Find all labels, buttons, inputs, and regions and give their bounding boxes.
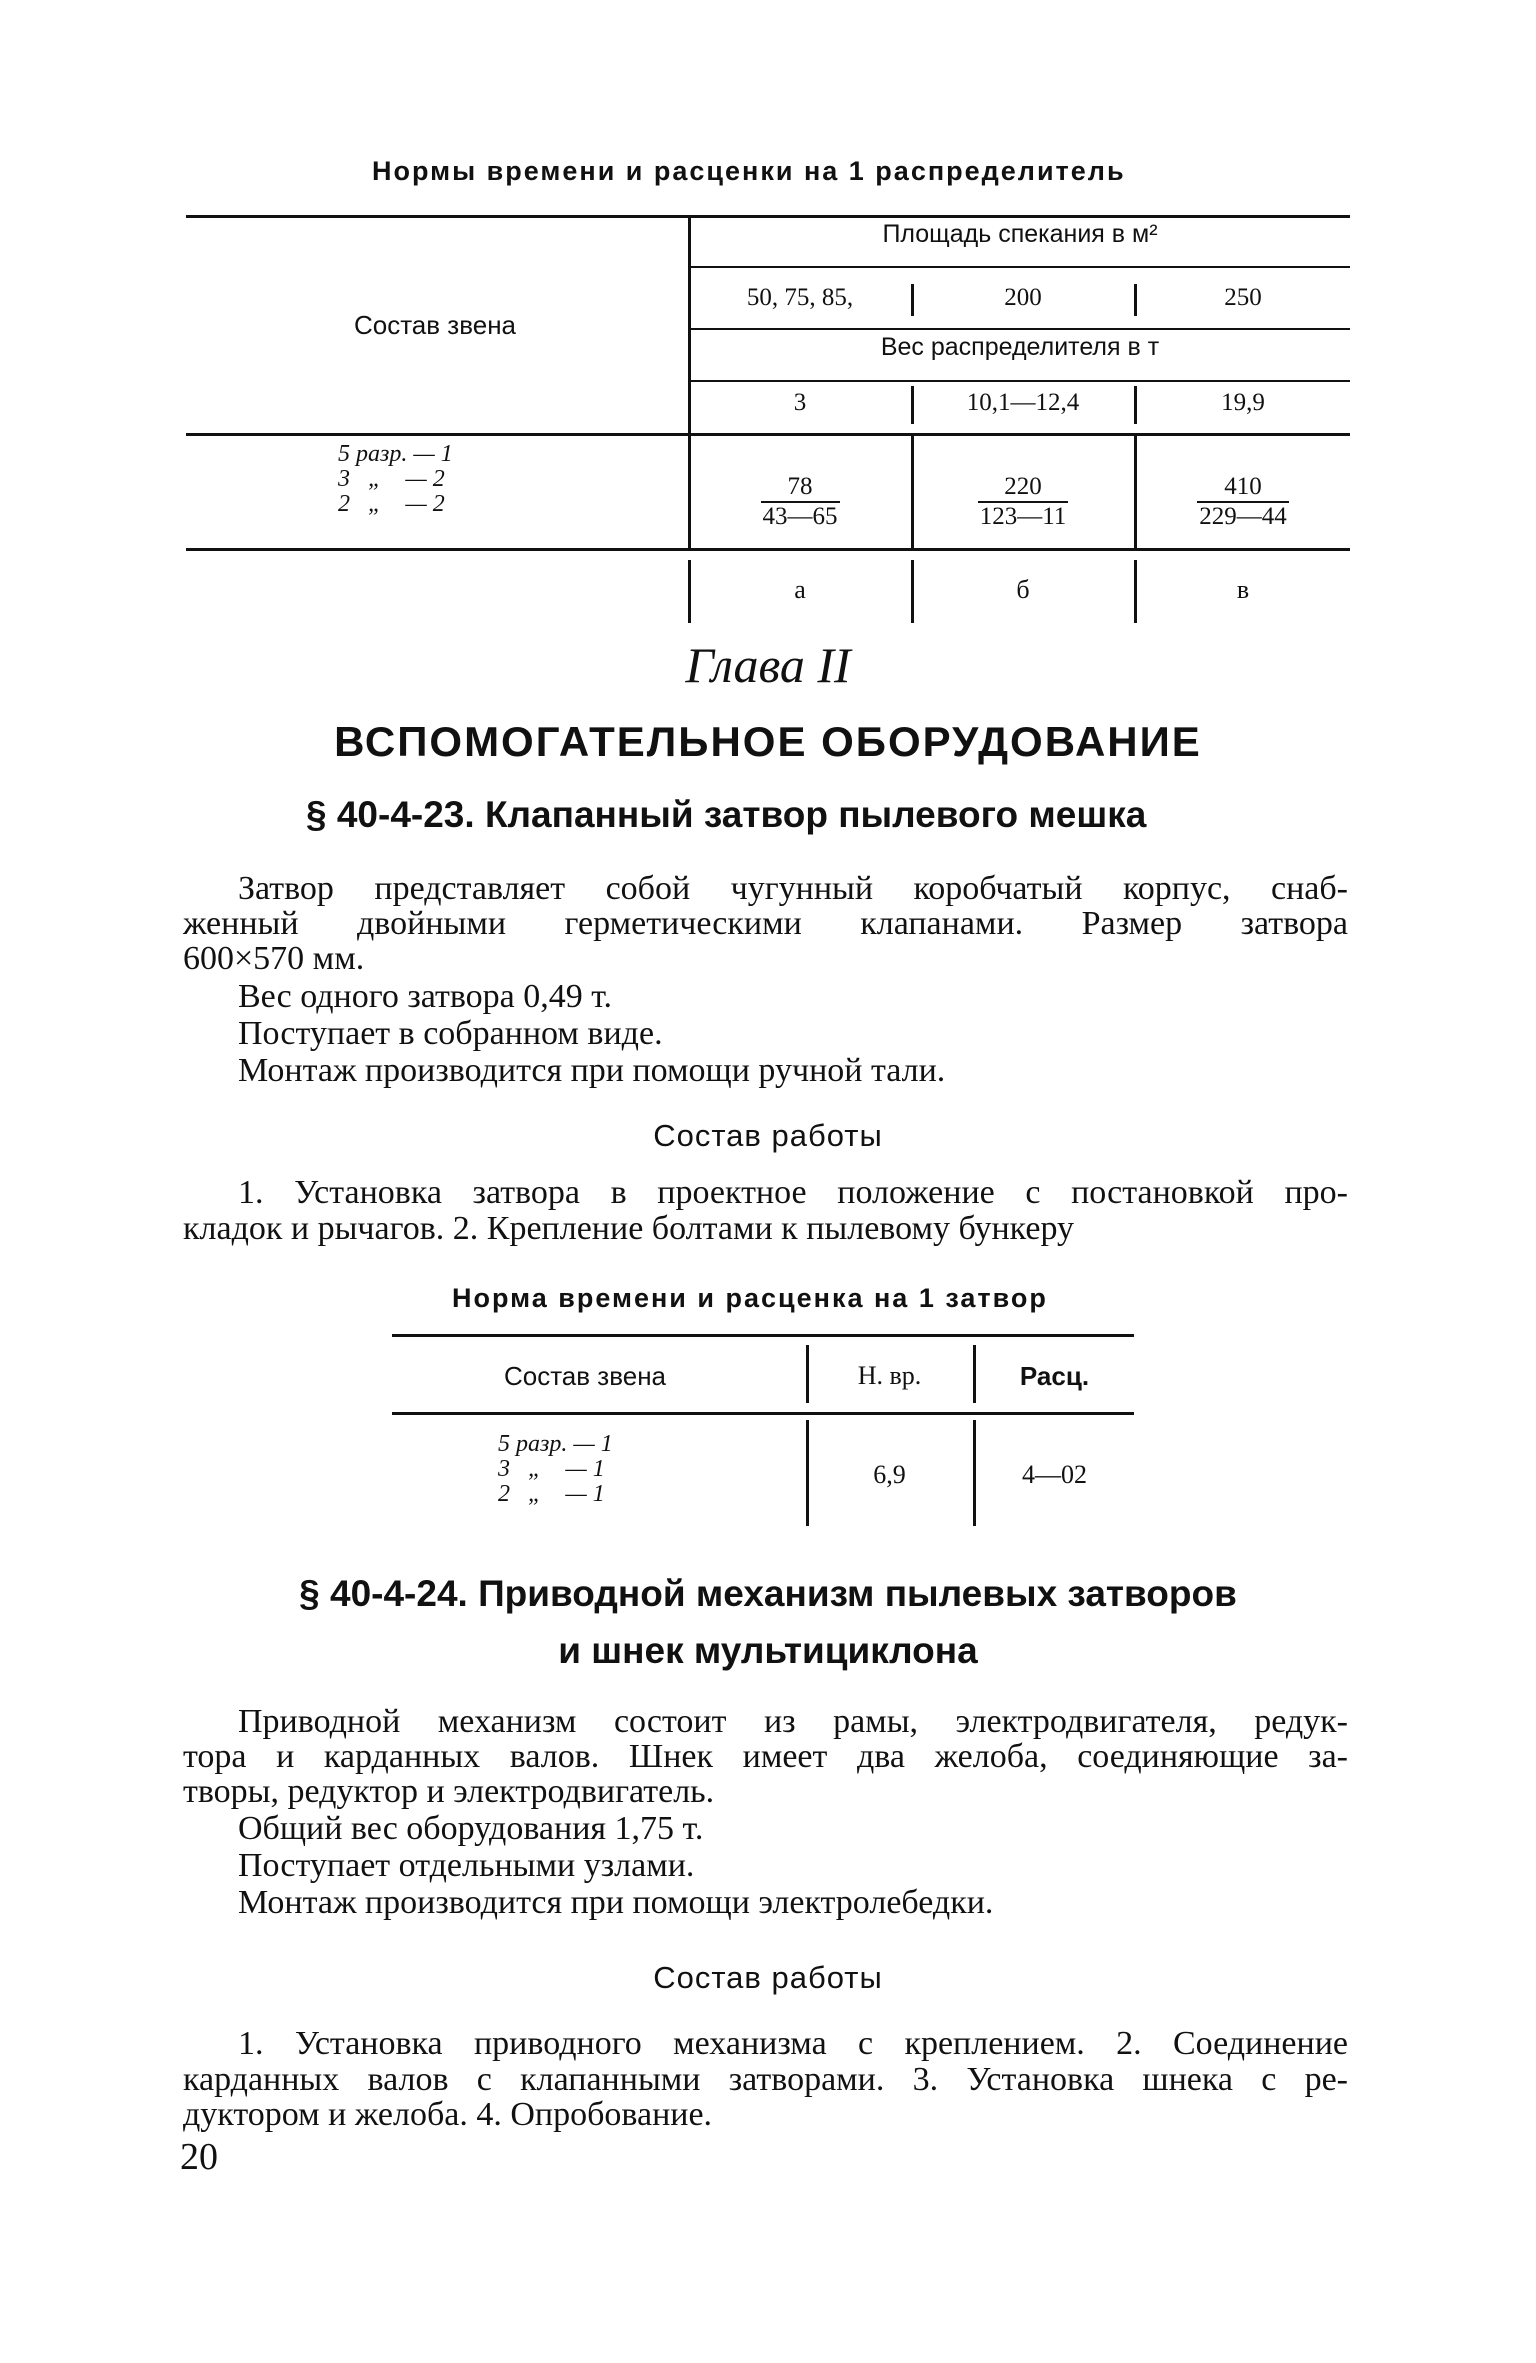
table2-caption: Норма времени и расценка на 1 затвор [452, 1283, 1048, 1313]
table1-weight-header: Вес распределителя в т [880, 333, 1160, 361]
s24-para-line1: Приводной механизм состоит из рамы, электродвигателя, редук- [238, 1703, 1348, 1740]
table2-header-rate: Расц. [1019, 1361, 1090, 1391]
table1-weight-col-a: 3 [793, 389, 807, 416]
table1-crew-header: Состав звена [353, 310, 517, 340]
s23-para-line3: 600×570 мм. [183, 940, 365, 977]
table2-rate: 4—02 [1022, 1460, 1087, 1489]
s23-delivery: Поступает в собранном виде. [238, 1015, 663, 1052]
table1-area-col-c: 250 [1224, 284, 1262, 311]
s23-para-line2: женный двойными герметическими клапанами. Размер затвора [183, 905, 1348, 942]
table2-header-rule [392, 1412, 1134, 1415]
s24-weight: Общий вес оборудования 1,75 т. [238, 1810, 704, 1847]
s23-work-line1: 1. Установка затвора в проектное положение с постановкой про- [238, 1174, 1348, 1211]
table1-area-col-a: 50, 75, 85, [746, 284, 854, 311]
rate-bottom: 229—44 [1199, 503, 1287, 530]
s23-title: § 40-4-23. Клапанный затвор пылевого мешка [306, 794, 1147, 835]
chapter-title: Глава II [685, 637, 851, 693]
table1-rate-col-a [690, 473, 910, 531]
table1-crew: 5 разр. — 1 3 „ — 2 2 „ — 2 [338, 441, 453, 517]
table1-weight-col-c: 19,9 [1221, 389, 1265, 416]
table1-letter-a: а [794, 575, 806, 604]
s23-work-line2: кладок и рычагов. 2. Крепление болтами к пылевому бункеру [183, 1210, 1074, 1247]
s23-para-line1: Затвор представляет собой чугунный коробчатый корпус, снаб- [238, 870, 1348, 907]
table1-area-header: Площадь спекания в м² [882, 220, 1158, 248]
table1-letter-b: б [1016, 575, 1030, 604]
table1-top-rule [186, 215, 1350, 218]
s24-delivery: Поступает отдельными узлами. [238, 1847, 695, 1884]
table1-letter-c: в [1236, 575, 1250, 604]
table2-header-crew: Состав звена [503, 1361, 667, 1391]
rate-bottom: 123—11 [979, 503, 1067, 530]
s24-work-line2: карданных валов с клапанными затворами. 3. Установка шнека с ре- [183, 2061, 1348, 2098]
table1-weight-col-b: 10,1—12,4 [966, 389, 1080, 416]
table1-header-rule [186, 433, 1350, 436]
s24-work-line3: дуктором и желоба. 4. Опробование. [183, 2096, 713, 2133]
s24-title-line1: § 40-4-24. Приводной механизм пылевых затворов [299, 1573, 1237, 1614]
s24-para-line2: тора и карданных валов. Шнек имеет два желоба, соединяющие за- [183, 1738, 1348, 1775]
s23-mounting: Монтаж производится при помощи ручной тали. [238, 1052, 946, 1089]
table1-area-col-b: 200 [1004, 284, 1042, 311]
page-number: 20 [180, 2136, 218, 2178]
table1-rate-col-b [913, 473, 1133, 531]
rate-top: 220 [1004, 473, 1042, 500]
rate-top: 410 [1224, 473, 1262, 500]
s24-para-line3: творы, редуктор и электродвигатель. [183, 1773, 715, 1810]
s23-weight: Вес одного затвора 0,49 т. [238, 978, 613, 1015]
rate-top: 78 [787, 473, 813, 500]
s24-work-heading: Состав работы [653, 1960, 883, 1995]
table2-header-time: Н. вр. [857, 1361, 922, 1390]
rate-bottom: 43—65 [762, 503, 838, 530]
s24-title-line2: и шнек мультициклона [558, 1630, 978, 1671]
table1-bottom-rule [186, 548, 1350, 551]
table2-top-rule [392, 1334, 1134, 1337]
table1-caption: Нормы времени и расценки на 1 распределитель [372, 156, 1126, 186]
table2-time: 6,9 [873, 1460, 906, 1489]
table1-rate-col-c [1136, 473, 1350, 531]
s24-work-line1: 1. Установка приводного механизма с креплением. 2. Соединение [238, 2025, 1348, 2062]
s24-mounting: Монтаж производится при помощи электролебедки. [238, 1884, 994, 1921]
section-title: ВСПОМОГАТЕЛЬНОЕ ОБОРУДОВАНИЕ [334, 718, 1202, 765]
table2-crew: 5 разр. — 1 3 „ — 1 2 „ — 1 [498, 1431, 613, 1507]
s23-work-heading: Состав работы [653, 1118, 883, 1153]
